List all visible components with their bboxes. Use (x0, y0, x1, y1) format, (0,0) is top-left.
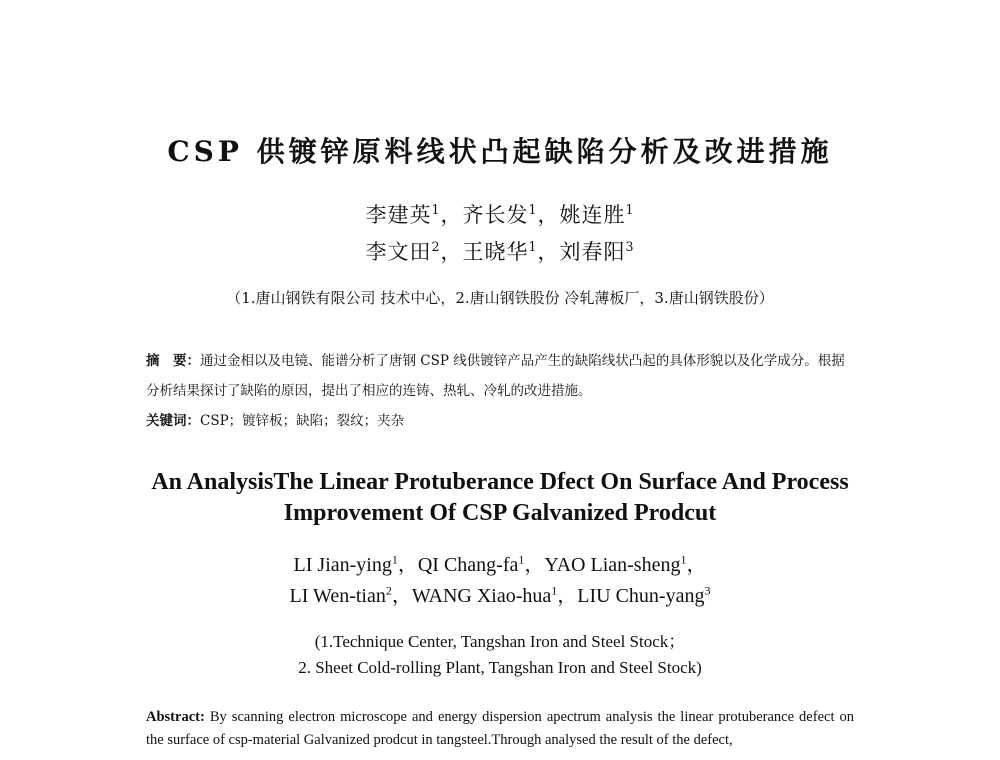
author-name: LI Jian-ying (293, 554, 392, 576)
author-separator: ， (557, 585, 578, 607)
author-affiliation-mark: 1 (625, 202, 635, 217)
chinese-abstract (146, 346, 858, 406)
author-affiliation-mark: 2 (431, 239, 441, 254)
author-separator: ， (440, 203, 463, 227)
author-name: QI Chang-fa (417, 554, 519, 576)
author-name: 齐长发 (462, 203, 529, 227)
chinese-authors-line-1 (0, 199, 1000, 229)
chinese-keywords-text: CSP；镀锌板；缺陷；裂纹；夹杂 (200, 413, 405, 429)
english-abstract-text: By scanning electron microscope and energy dispersion apectrum analysis the linear protuberance defect on the surface of csp-material Galvanized prodcut in tangsteel.Through analysed the result of the defect, (146, 709, 855, 748)
english-authors-line-2 (0, 579, 1000, 608)
chinese-abstract-text: 通过金相以及电镜、能谱分析了唐钢 CSP 线供镀锌产品产生的缺陷线状凸起的具体形貌以及化学成分。根据分析结果探讨了缺陷的原因，提出了相应的连铸、热轧、冷轧的改进措施。 (146, 353, 845, 399)
english-abstract-label: Abstract: (146, 709, 205, 725)
author-affiliation-mark: 1 (431, 202, 441, 217)
chinese-title: CSP 供镀锌原料线状凸起缺陷分析及改进措施 (167, 135, 833, 168)
author-separator: ， (537, 240, 560, 264)
chinese-affiliation: （1.唐山钢铁有限公司 技术中心，2.唐山钢铁股份 冷轧薄板厂，3.唐山钢铁股份） (226, 289, 774, 307)
author-separator: ， (391, 585, 412, 607)
author-name: 姚连胜 (559, 203, 626, 227)
chinese-abstract-label: 摘 要： (146, 353, 200, 369)
author-affiliation-mark: 1 (518, 552, 525, 567)
author-name: 王晓华 (462, 240, 529, 264)
author-separator: ， (524, 554, 545, 576)
chinese-keywords-label: 关键词： (146, 413, 200, 429)
english-affiliation-line-1: (1.Technique Center, Tangshan Iron and Steel Stock； (314, 632, 686, 651)
author-affiliation-mark: 1 (528, 202, 538, 217)
english-authors-line-1 (0, 548, 1000, 577)
author-name: WANG Xiao-hua (411, 585, 552, 607)
author-name: YAO Lian-sheng (544, 554, 681, 576)
english-title-line-1: An AnalysisThe Linear Protuberance Dfect On Surface And Process (151, 469, 849, 495)
author-affiliation-mark: 1 (528, 239, 538, 254)
author-separator: ， (397, 554, 418, 576)
author-affiliation-mark: 3 (625, 239, 635, 254)
author-name: 李文田 (365, 240, 432, 264)
chinese-keywords (146, 406, 858, 436)
author-separator: ， (537, 203, 560, 227)
author-name: LI Wen-tian (289, 585, 386, 607)
author-name: 刘春阳 (559, 240, 626, 264)
author-affiliation-mark: 1 (551, 583, 558, 598)
english-abstract (146, 706, 854, 752)
english-affiliation-line-2: 2. Sheet Cold-rolling Plant, Tangshan Iron and Steel Stock) (298, 658, 702, 677)
chinese-authors-line-2 (0, 236, 1000, 266)
english-title-line-2: Improvement Of CSP Galvanized Prodcut (283, 500, 717, 526)
author-affiliation-mark: 2 (385, 583, 392, 598)
author-name: LIU Chun-yang (577, 585, 705, 607)
author-separator: ， (686, 554, 707, 576)
author-affiliation-mark: 3 (704, 583, 711, 598)
author-affiliation-mark: 1 (391, 552, 398, 567)
author-affiliation-mark: 1 (680, 552, 687, 567)
author-separator: ， (440, 240, 463, 264)
author-name: 李建英 (365, 203, 432, 227)
